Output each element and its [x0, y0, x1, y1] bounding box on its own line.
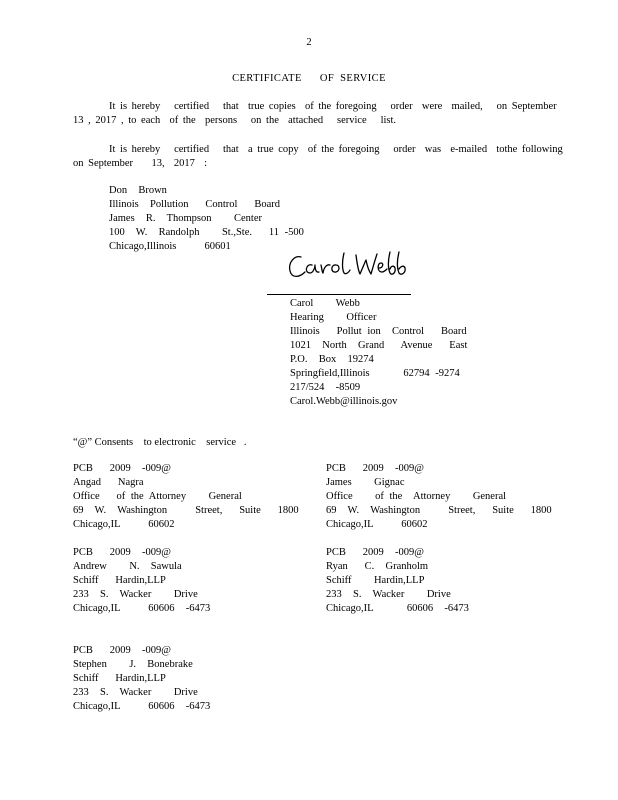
- service-list-entry: [73, 462, 299, 532]
- entry-city: Chicago,IL 60606 -6473: [326, 603, 469, 614]
- email-certification-line1: It is hereby certified that a true copy of the foregoing order was e-mailed tothe following: [109, 144, 563, 155]
- recipient-organization: Illinois Pollution Control Board: [109, 199, 281, 210]
- service-list-entry: [326, 462, 552, 532]
- entry-city: Chicago,IL 60602: [73, 519, 175, 530]
- entry-name: Angad Nagra: [73, 477, 144, 488]
- signer-phone: 217/524 -8509: [290, 382, 361, 393]
- entry-organization: Schiff Hardin,LLP: [326, 575, 425, 586]
- entry-street: 69 W. Washington Street, Suite 1800: [73, 505, 299, 516]
- email-recipient-address: [109, 184, 304, 254]
- entry-city: Chicago,IL 60606 -6473: [73, 603, 211, 614]
- mailing-certification-line2: 13 , 2017 , to each of the persons on the attached service list.: [73, 115, 397, 126]
- signer-email: Carol.Webb@illinois.gov: [290, 396, 398, 407]
- entry-street: 233 S. Wacker Drive: [73, 687, 198, 698]
- signer-organization: Illinois Pollut ion Control Board: [290, 326, 467, 337]
- entry-organization: Office of the Attorney General: [326, 491, 507, 502]
- recipient-street: 100 W. Randolph St.,Ste. 11 -500: [109, 227, 304, 238]
- signer-street: 1021 North Grand Avenue East: [290, 340, 468, 351]
- entry-organization: Office of the Attorney General: [73, 491, 242, 502]
- entry-city: Chicago,IL 60606 -6473: [73, 701, 211, 712]
- email-certification-line2: on September 13, 2017 :: [73, 158, 208, 169]
- mailing-certification: [73, 100, 557, 128]
- recipient-building: James R. Thompson Center: [109, 213, 263, 224]
- consent-note: “@” Consents to electronic service .: [73, 437, 247, 448]
- entry-case-number: PCB 2009 -009@: [326, 463, 424, 474]
- entry-city: Chicago,IL 60602: [326, 519, 428, 530]
- entry-name: James Gignac: [326, 477, 405, 488]
- entry-organization: Schiff Hardin,LLP: [73, 575, 166, 586]
- signer-po-box: P.O. Box 19274: [290, 354, 374, 365]
- entry-name: Andrew N. Sawula: [73, 561, 182, 572]
- entry-case-number: PCB 2009 -009@: [73, 645, 171, 656]
- signer-name: Carol Webb: [290, 298, 360, 309]
- signature-line: [267, 294, 411, 295]
- entry-case-number: PCB 2009 -009@: [73, 463, 171, 474]
- service-list-entry: [73, 644, 210, 714]
- entry-street: 233 S. Wacker Drive: [73, 589, 198, 600]
- certificate-title: CERTIFICATE OF SERVICE: [232, 73, 386, 84]
- email-certification: [73, 143, 563, 171]
- signer-block: [290, 297, 467, 409]
- recipient-name: Don Brown: [109, 185, 167, 196]
- entry-organization: Schiff Hardin,LLP: [73, 673, 166, 684]
- signer-title: Hearing Officer: [290, 312, 377, 323]
- entry-street: 69 W. Washington Street, Suite 1800: [326, 505, 552, 516]
- entry-street: 233 S. Wacker Drive: [326, 589, 451, 600]
- entry-case-number: PCB 2009 -009@: [73, 547, 171, 558]
- service-list-entry: [326, 546, 469, 616]
- handwritten-signature: [286, 251, 416, 287]
- mailing-certification-line1: It is hereby certified that true copies of the foregoing order were mailed, on September: [109, 101, 557, 112]
- entry-case-number: PCB 2009 -009@: [326, 547, 424, 558]
- entry-name: Stephen J. Bonebrake: [73, 659, 193, 670]
- entry-name: Ryan C. Granholm: [326, 561, 429, 572]
- service-list-entry: [73, 546, 210, 616]
- recipient-city: Chicago,Illinois 60601: [109, 241, 231, 252]
- signer-city: Springfield,Illinois 62794 -9274: [290, 368, 460, 379]
- page-number: 2: [306, 37, 312, 48]
